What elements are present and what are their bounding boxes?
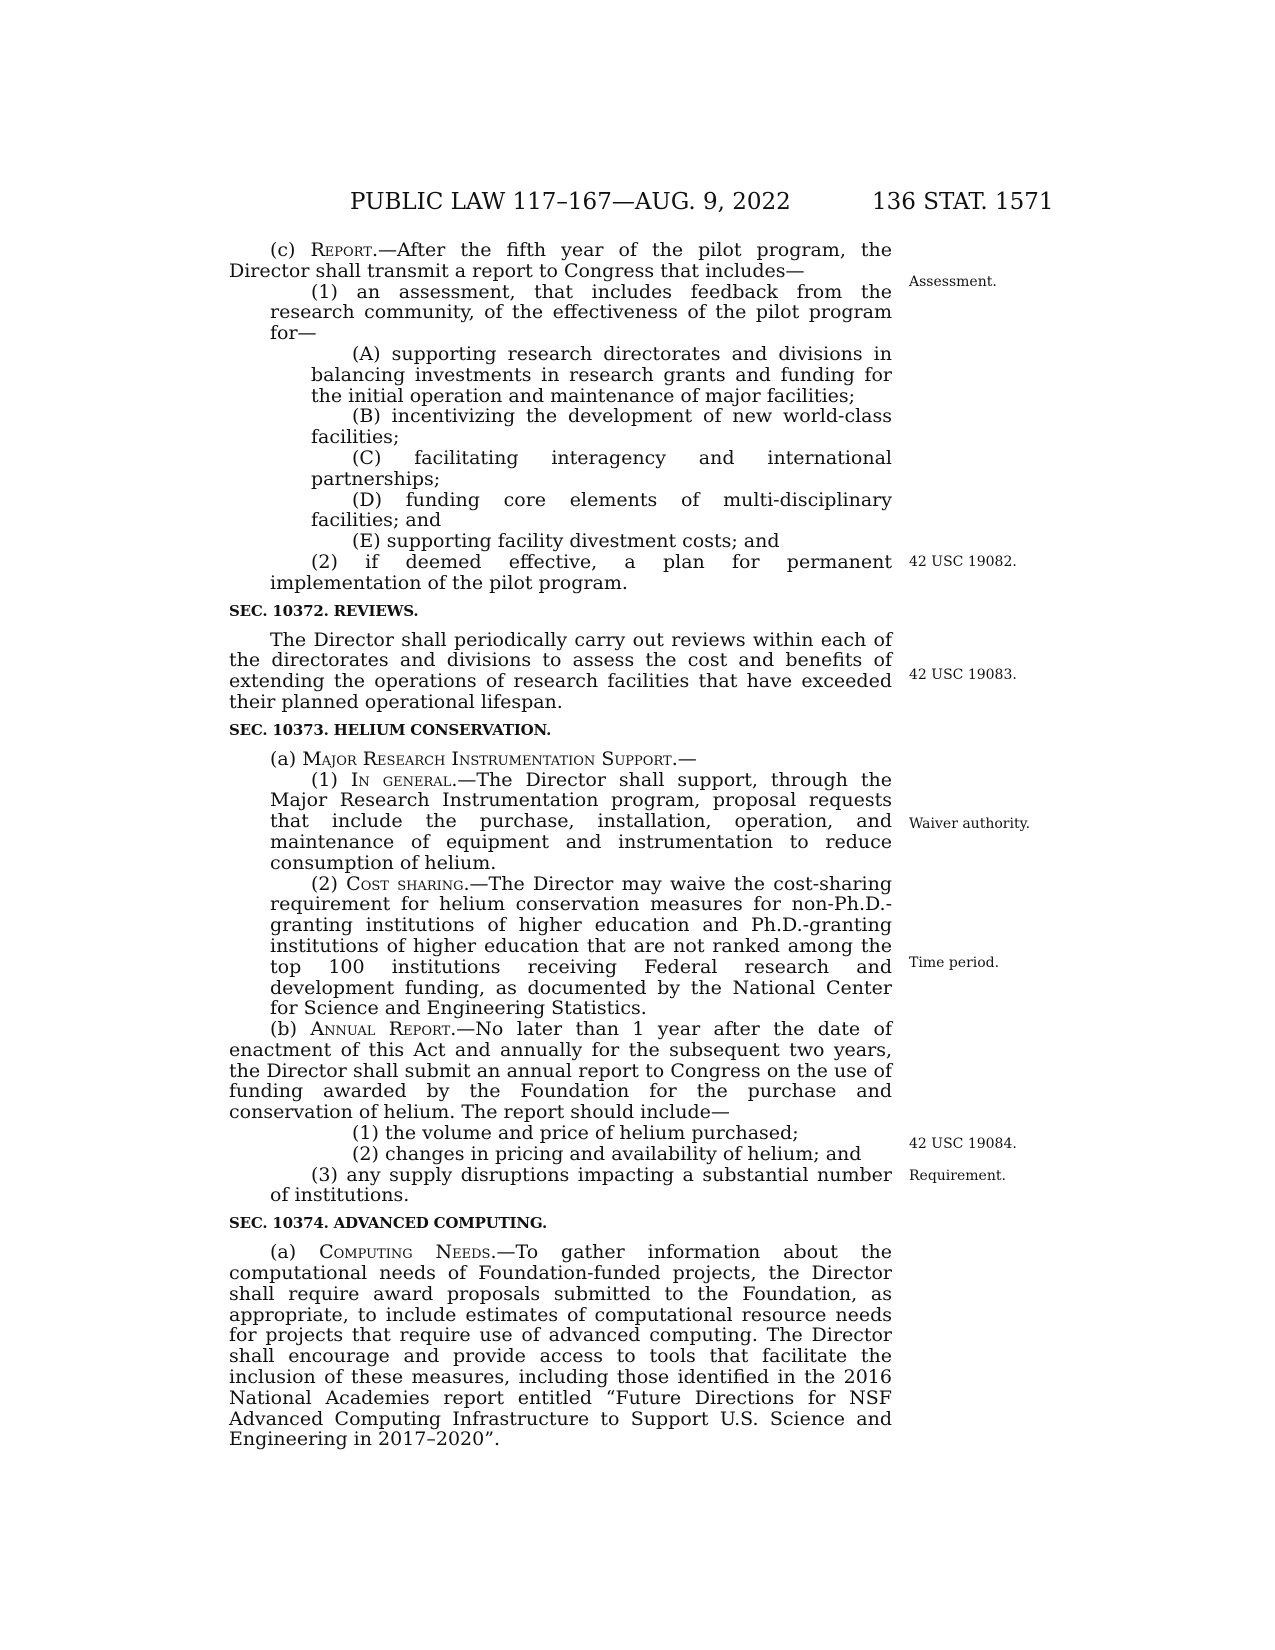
paragraph-reviews: The Director shall periodically carry out reviews within each of the directorates and divisions to assess the cost and benefits of extending the operations of research facilities that have exceeded their planned operational lifespan. xyxy=(229,628,892,713)
paragraph-b-3: (3) any supply disruptions impacting a substantial number of institutions. xyxy=(270,1163,892,1207)
section-heading-10373: SEC. 10373. HELIUM CONSERVATION. xyxy=(229,720,552,739)
running-header-title: PUBLIC LAW 117–167—AUG. 9, 2022 xyxy=(350,189,791,215)
paragraph-c-report: (c) Report.—After the fifth year of the pilot program, the Director shall transmit a report to Congress that includes— xyxy=(229,239,892,282)
margin-note-42-usc-19083: 42 USC 19083. xyxy=(909,667,1017,683)
paragraph-a-major-research: (a) Major Research Instrumentation Support.— xyxy=(270,747,697,770)
running-header-page-number: 136 STAT. 1571 xyxy=(872,189,1054,215)
margin-note-requirement: Requirement. xyxy=(909,1168,1006,1184)
inline-heading-computing-needs: Computing Needs xyxy=(319,1241,491,1264)
margin-note-assessment: Assessment. xyxy=(909,274,997,290)
inline-heading-annual-report: Annual Report xyxy=(310,1018,451,1041)
paragraph-b-1: (1) the volume and price of helium purchased; xyxy=(352,1122,799,1145)
paragraph-a-2-cost-sharing: (2) Cost sharing.—The Director may waive the cost-sharing requirement for helium conservation measures for non-Ph.D.-granting institutions of higher education and Ph.D.-granting institutions of higher education that are not ranked among the top 100 institutions receiving Federal research and development funding, as documented by the National Center for Science and Engineering Statistics. xyxy=(270,872,892,1020)
paragraph-b-2: (2) changes in pricing and availability of helium; and xyxy=(352,1142,862,1165)
margin-note-waiver-authority: Waiver authority. xyxy=(909,816,1031,832)
section-heading-10374: SEC. 10374. ADVANCED COMPUTING. xyxy=(229,1214,547,1233)
paragraph-c-2: (2) if deemed effective, a plan for permanent implementation of the pilot program. xyxy=(270,550,892,594)
margin-note-time-period: Time period. xyxy=(909,955,1000,971)
section-heading-10372: SEC. 10372. REVIEWS. xyxy=(229,601,419,620)
paragraph-c-A: (A) supporting research directorates and divisions in balancing investments in research grants and funding for the initial operation and maintenance of major facilities; xyxy=(311,342,892,407)
paragraph-c-C: (C) facilitating interagency and international partnerships; xyxy=(311,446,892,490)
paragraph-b-annual-report: (b) Annual Report.—No later than 1 year after the date of enactment of this Act and annually for the subsequent two years, the Director shall submit an annual report to Congress on the use of funding awarded by the Foundation for the purchase and conservation of helium. The report should include— xyxy=(229,1018,892,1124)
paragraph-c-B: (B) incentivizing the development of new world-class facilities; xyxy=(311,405,892,449)
paragraph-computing-needs: (a) Computing Needs.—To gather information about the computational needs of Foundation-funded projects, the Director shall require award proposals submitted to the Foundation, as appropriate, to include estimates of computational resource needs for projects that require use of advanced computing. The Director shall encourage and provide access to tools that facilitate the inclusion of these measures, including those identified in the 2016 National Academies report entitled “Future Directions for NSF Advanced Computing Infrastructure to Support U.S. Science and Engineering in 2017–2020”. xyxy=(229,1241,892,1451)
inline-heading-major-research: Major Research Instrumentation Support xyxy=(302,747,672,770)
body-text xyxy=(229,240,892,1450)
paragraph-c-E: (E) supporting facility divestment costs; and xyxy=(352,530,780,553)
margin-note-42-usc-19084: 42 USC 19084. xyxy=(909,1136,1017,1152)
margin-note-42-usc-19082: 42 USC 19082. xyxy=(909,554,1017,570)
inline-heading-in-general: In general xyxy=(350,768,452,791)
paragraph-c-1: (1) an assessment, that includes feedback from the research community, of the effectiveness of the pilot program for— xyxy=(270,280,892,345)
paragraph-c-D: (D) funding core elements of multi-disciplinary facilities; and xyxy=(311,488,892,532)
paragraph-a-1-in-general: (1) In general.—The Director shall support, through the Major Research Instrumentation program, proposal requests that include the purchase, installation, operation, and maintenance of equipment and instrumentation to reduce consumption of helium. xyxy=(270,768,893,874)
inline-heading-report: Report xyxy=(310,239,372,261)
inline-heading-cost-sharing: Cost sharing xyxy=(346,872,464,895)
